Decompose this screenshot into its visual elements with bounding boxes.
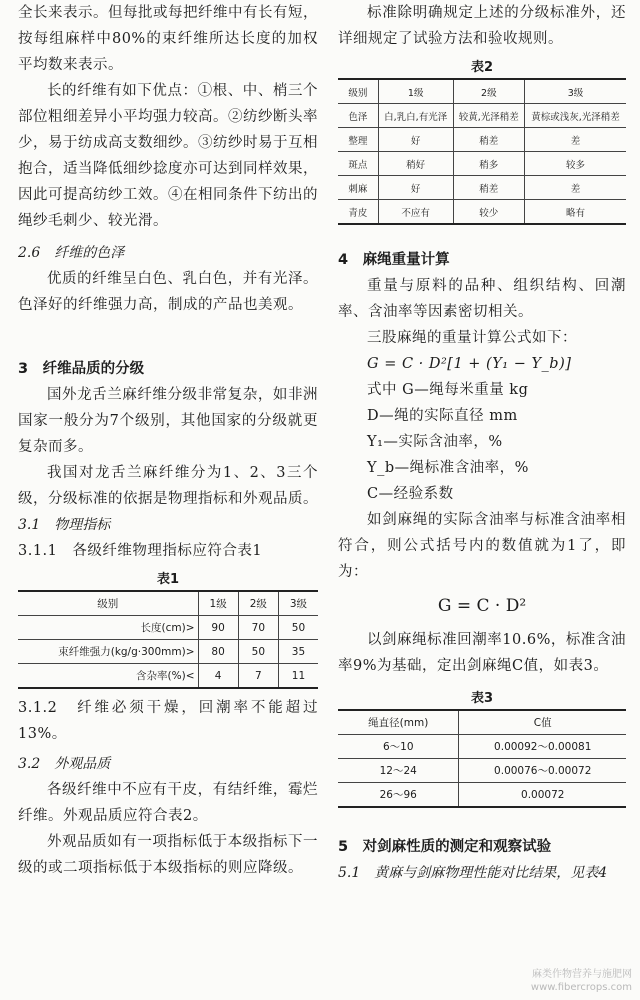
- table-cell: 好: [378, 176, 453, 200]
- paragraph: 如剑麻绳的实际含油率与标准含油率相符合，则公式括号内的数值就为1了，即为：: [338, 512, 626, 580]
- table-cell: 长度(cm)>: [18, 616, 198, 640]
- right-column: [338, 0, 626, 886]
- table-cell: 35: [278, 640, 318, 664]
- table-cell: 斑点: [338, 152, 378, 176]
- watermark: [531, 968, 632, 994]
- table-cell: 略有: [525, 200, 626, 225]
- table-cell: 90: [198, 616, 238, 640]
- watermark-url: www.fibercrops.com: [530, 982, 632, 993]
- paragraph: 外观品质如有一项指标低于本级指标下一级的或二项指标低于本级指标的则应降级。: [18, 834, 318, 876]
- table-2: [338, 78, 626, 225]
- paragraph: 全长来表示。但每批或每把纤维中有长有短，按每组麻样中80%的束纤维所达长度的加权平均数来表示。: [18, 5, 318, 73]
- variable-definition: Y_b—绳标准含油率，%: [367, 460, 529, 476]
- table-cell: 11: [278, 664, 318, 689]
- table-cell: 差: [525, 176, 626, 200]
- variable-definition: C—经验系数: [367, 486, 454, 502]
- paragraph: 长的纤维有如下优点：①根、中、梢三个部位粗细差异小平均强力较高。②纺纱断头率少，易于纺成高支数细纱。③纺纱时易于互相抱合，适当降低细纱捻度亦可达到同样效果，因此可提高纺纱工效。④在相同条件下纺出的绳纱毛刺少、较光滑。: [18, 83, 318, 229]
- table-cell: 白,乳白,有光泽: [378, 104, 453, 128]
- table-cell: 7: [238, 664, 278, 689]
- variable-definition: Y₁—实际含油率，%: [367, 434, 503, 450]
- table-cell: 色泽: [338, 104, 378, 128]
- section-heading: 5 对剑麻性质的测定和观察试验: [338, 839, 552, 855]
- section-heading: 2.6 纤维的色泽: [18, 245, 125, 261]
- subsection-heading: 3.1.1 各级纤维物理指标应符合表1: [18, 543, 263, 559]
- left-column: [18, 0, 318, 881]
- table-row: [338, 200, 626, 225]
- table-row: [18, 640, 318, 664]
- table-cell: 好: [378, 128, 453, 152]
- subsection-heading: 5.1 黄麻与剑麻物理性能对比结果，见表4: [338, 865, 608, 881]
- table-header-cell: 3级: [525, 79, 626, 104]
- table-header-cell: 3级: [278, 591, 318, 616]
- variable-definition: D—绳的实际直径 mm: [367, 408, 518, 424]
- table-cell: 稍好: [378, 152, 453, 176]
- table-header-row: [338, 79, 626, 104]
- table-cell: 整理: [338, 128, 378, 152]
- table-cell: 黄棕或浅灰,光泽稍差: [525, 104, 626, 128]
- watermark-title: 麻类作物营养与施肥网: [532, 969, 632, 980]
- table-row: [338, 104, 626, 128]
- section-heading: 3 纤维品质的分级: [18, 361, 145, 377]
- paragraph: 我国对龙舌兰麻纤维分为1、2、3三个级，分级标准的依据是物理指标和外观品质。: [18, 465, 318, 507]
- table-cell: 80: [198, 640, 238, 664]
- table-cell: 70: [238, 616, 278, 640]
- table-caption: 表1: [156, 572, 180, 587]
- paragraph: 重量与原料的品种、组织结构、回潮率、含油率等因素密切相关。: [338, 278, 626, 320]
- table-cell: 6～10: [338, 735, 459, 759]
- table-row: [18, 616, 318, 640]
- table-caption: 表3: [470, 691, 494, 706]
- table-cell: 50: [278, 616, 318, 640]
- table-cell: 4: [198, 664, 238, 689]
- table-cell: 稍差: [453, 128, 525, 152]
- table-header-cell: 级别: [18, 591, 198, 616]
- paragraph: 优质的纤维呈白色、乳白色，并有光泽。色泽好的纤维强力高，制成的产品也美观。: [18, 271, 318, 313]
- table-cell: 较黄,光泽稍差: [453, 104, 525, 128]
- table-header-cell: 级别: [338, 79, 378, 104]
- table-header-cell: 1级: [198, 591, 238, 616]
- table-cell: 不应有: [378, 200, 453, 225]
- section-heading: 3.2 外观品质: [18, 756, 111, 772]
- table-caption: 表2: [470, 60, 494, 75]
- table-cell: 12～24: [338, 759, 459, 783]
- table-cell: 50: [238, 640, 278, 664]
- table-header-row: [18, 591, 318, 616]
- table-cell: 束纤维强力(kg/g·300mm)>: [18, 640, 198, 664]
- table-cell: 26～96: [338, 783, 459, 808]
- paragraph: 以剑麻绳标准回潮率10.6%，标准含油率9%为基础，定出剑麻绳C值，如表3。: [338, 632, 626, 674]
- table-row: [338, 759, 626, 783]
- table-cell: 0.00092～0.00081: [459, 735, 626, 759]
- table-row: [338, 128, 626, 152]
- section-heading: 4 麻绳重量计算: [338, 252, 450, 268]
- table-row: [338, 735, 626, 759]
- table-cell: 0.00076～0.00072: [459, 759, 626, 783]
- section-heading: 3.1 物理指标: [18, 517, 111, 533]
- table-cell: 差: [525, 128, 626, 152]
- table-cell: 较多: [525, 152, 626, 176]
- table-header-cell: 2级: [453, 79, 525, 104]
- paragraph: 三股麻绳的重量计算公式如下：: [367, 330, 577, 346]
- table-row: [338, 176, 626, 200]
- paragraph: 标准除明确规定上述的分级标准外，还详细规定了试验方法和验收规则。: [338, 5, 626, 47]
- table-1: [18, 590, 318, 689]
- table-cell: 稍多: [453, 152, 525, 176]
- table-cell: 含杂率(%)<: [18, 664, 198, 689]
- table-header-cell: 绳直径(mm): [338, 710, 459, 735]
- table-row: [338, 152, 626, 176]
- table-3: [338, 709, 626, 808]
- table-row: [338, 783, 626, 808]
- formula: G = C · D²: [437, 596, 527, 616]
- variable-definition: 式中 G—绳每米重量 kg: [367, 382, 529, 398]
- table-cell: 0.00072: [459, 783, 626, 808]
- table-row: [18, 664, 318, 689]
- table-cell: 较少: [453, 200, 525, 225]
- table-header-cell: C值: [459, 710, 626, 735]
- paragraph: 各级纤维中不应有干皮，有结纤维，霉烂纤维。外观品质应符合表2。: [18, 782, 318, 824]
- formula: G = C · D²[1 + (Y₁ − Y_b)]: [367, 356, 572, 372]
- table-header-cell: 1级: [378, 79, 453, 104]
- table-header-cell: 2级: [238, 591, 278, 616]
- paragraph: 3.1.2 纤维必须干燥，回潮率不能超过13%。: [18, 700, 318, 742]
- paragraph: 国外龙舌兰麻纤维分级非常复杂，如非洲国家一般分为7个级别，其他国家的分级就更复杂而多。: [18, 387, 318, 455]
- table-cell: 刺麻: [338, 176, 378, 200]
- table-header-row: [338, 710, 626, 735]
- table-cell: 稍差: [453, 176, 525, 200]
- table-cell: 青皮: [338, 200, 378, 225]
